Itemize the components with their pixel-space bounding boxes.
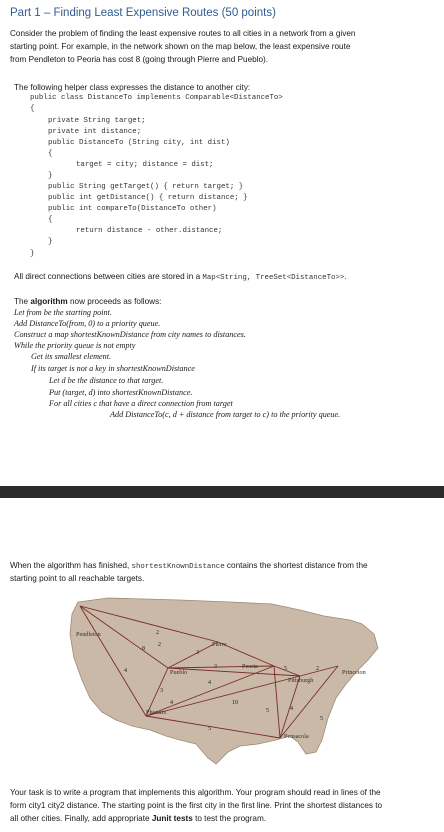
city-label: Pensacola xyxy=(284,733,309,740)
city-label: Pendleton xyxy=(76,631,101,638)
algorithm-step: While the priority queue is not empty xyxy=(14,341,136,350)
algorithm-step: Let d be the distance to that target. xyxy=(49,376,164,385)
edge-weight: 3 xyxy=(160,688,163,694)
us-network-map xyxy=(62,594,384,772)
city-label: Phoenix xyxy=(146,709,167,716)
city-label: Pierre xyxy=(212,641,227,648)
city-label: Peoria xyxy=(242,663,258,670)
task-line-3: all other cities. Finally, add appropriate Junit tests to test the program. xyxy=(10,814,267,823)
edge-weight: 4 xyxy=(124,668,127,674)
section-divider xyxy=(0,486,444,498)
code-line: { xyxy=(48,216,53,224)
page-title: Part 1 – Finding Least Expensive Routes (50 points) xyxy=(10,7,276,19)
task-line-2: form city1 city2 distance. The starting point is the first city in the first line. Print the shortest distances to xyxy=(10,801,383,810)
code-line: public int compareTo(DistanceTo other) xyxy=(48,205,217,213)
code-line: { xyxy=(48,150,53,158)
code-line: } xyxy=(48,172,53,180)
code-line: target = city; distance = dist; xyxy=(76,161,214,169)
edge-weight: 3 xyxy=(196,650,199,656)
code-line: public int getDistance() { return distance; } xyxy=(48,194,248,202)
algorithm-step: Construct a map shortestKnownDistance from city names to distances. xyxy=(14,330,246,339)
algorithm-step: Let from be the starting point. xyxy=(14,308,112,317)
edge-weight: 2 xyxy=(316,666,319,672)
code-line: return distance - other.distance; xyxy=(76,227,223,235)
intro-line-3: from Pendleton to Peoria has cost 8 (going through Pierre and Pueblo). xyxy=(10,55,269,64)
code-line: public String getTarget() { return target; } xyxy=(48,183,244,191)
algorithm-step: Add DistanceTo(c, d + distance from target to c) to the priority queue. xyxy=(110,410,341,419)
edge-weight: 2 xyxy=(156,630,159,636)
city-label: Princeton xyxy=(342,669,366,676)
edge-weight: 8 xyxy=(142,646,145,652)
edge-weight: 4 xyxy=(290,706,293,712)
us-outline xyxy=(70,598,378,764)
intro-line-2: starting point. For example, in the network shown on the map below, the least expensive route xyxy=(10,42,351,51)
algorithm-step: Put (target, d) into shortestKnownDistance. xyxy=(49,388,193,397)
task-line-1: Your task is to write a program that implements this algorithm. Your program should read in lines of the xyxy=(10,788,381,797)
code-line: private int distance; xyxy=(48,128,142,136)
algorithm-step: Add DistanceTo(from, 0) to a priority queue. xyxy=(14,319,161,328)
city-label: Pittsburgh xyxy=(288,677,314,684)
code-line: } xyxy=(48,238,53,246)
edge-weight: 5 xyxy=(266,708,269,714)
algorithm-step: Get its smallest element. xyxy=(31,352,112,361)
code-line: public class DistanceTo implements Comparable<DistanceTo> xyxy=(30,94,283,102)
algorithm-step: For all cities c that have a direct connection from target xyxy=(49,399,233,408)
edge-weight: 2 xyxy=(158,642,161,648)
edge-weight: 4 xyxy=(208,680,211,686)
code-line: } xyxy=(30,250,35,258)
city-label: Pueblo xyxy=(170,669,188,676)
finished-line-1: When the algorithm has finished, shortestKnownDistance contains the shortest distance from the xyxy=(10,561,368,571)
edge-weight: 5 xyxy=(208,726,211,732)
edge-weight: 5 xyxy=(284,666,287,672)
connections-sentence: All direct connections between cities are stored in a Map<String, TreeSet<DistanceTo>>. xyxy=(14,272,347,282)
algorithm-step: If its target is not a key in shortestKnownDistance xyxy=(31,364,195,373)
intro-line-1: Consider the problem of finding the least expensive routes to all cities in a network from a given xyxy=(10,29,356,38)
edge-weight: 10 xyxy=(232,700,238,706)
finished-line-2: starting point to all reachable targets. xyxy=(10,574,145,583)
code-line: public DistanceTo (String city, int dist) xyxy=(48,139,230,147)
algorithm-intro: The algorithm now proceeds as follows: xyxy=(14,297,162,306)
helper-intro: The following helper class expresses the distance to another city: xyxy=(14,83,251,92)
edge-weight: 3 xyxy=(214,664,217,670)
edge-weight: 4 xyxy=(170,700,173,706)
code-line: private String target; xyxy=(48,117,146,125)
code-line: { xyxy=(30,105,35,113)
edge-weight: 5 xyxy=(320,716,323,722)
